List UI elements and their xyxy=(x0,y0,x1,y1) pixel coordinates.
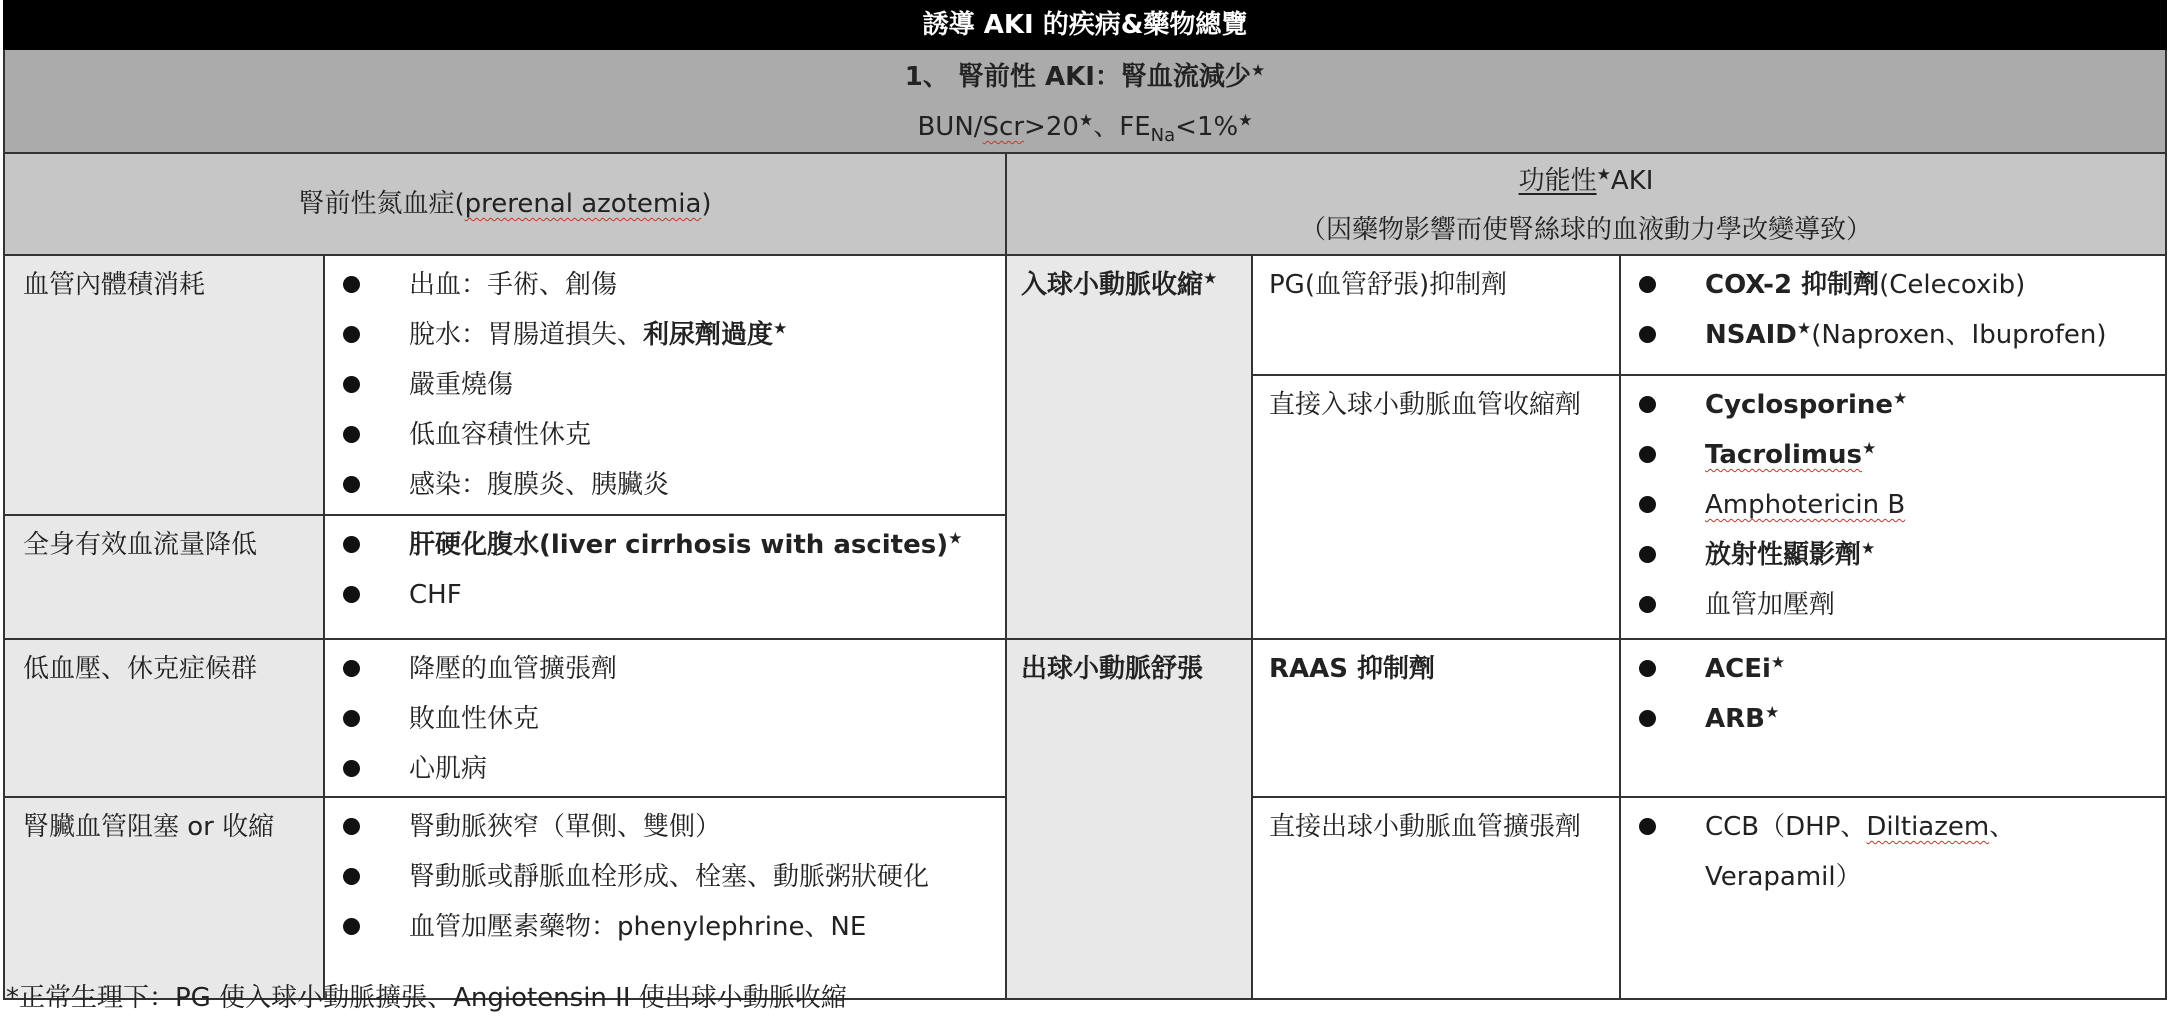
section-criteria: BUN/Scr>20★、$FE_{Na}<1\%^★$ xyxy=(917,110,1253,147)
bullet-list xyxy=(325,798,1005,952)
bullet-icon xyxy=(343,276,360,293)
aki-overview-table xyxy=(3,0,2165,1000)
list-item: 肝硬化腹水(liver cirrhosis with ascites)★ xyxy=(325,520,1005,570)
bullet-icon xyxy=(1639,818,1656,835)
mechanism-cell: 出球小動脈舒張 xyxy=(1006,639,1252,999)
bullet-icon xyxy=(343,760,360,777)
category-cell: 腎臟血管阻塞 or 收縮 xyxy=(4,797,324,999)
list-item: 血管加壓劑 xyxy=(1621,580,2165,630)
bullet-list xyxy=(325,516,1005,620)
drug-class-cell: RAAS 抑制劑 xyxy=(1252,639,1620,797)
drug-class-cell: PG(血管舒張)抑制劑 xyxy=(1252,255,1620,375)
condition-cell xyxy=(324,797,1006,999)
list-item: CCB（DHP、Diltiazem、 xyxy=(1621,802,2165,852)
drug-list-cell xyxy=(1620,375,2166,639)
bullet-icon xyxy=(1639,276,1656,293)
list-item: 心肌病 xyxy=(325,744,1005,794)
list-item: Tacrolimus★ xyxy=(1621,430,2165,480)
list-item: ARB★ xyxy=(1621,694,2165,744)
drug-list-cell xyxy=(1620,797,2166,999)
bullet-list xyxy=(1621,798,2165,902)
list-item: 腎動脈狹窄（單側、雙側） xyxy=(325,802,1005,852)
condition-cell xyxy=(324,639,1006,797)
bullet-icon xyxy=(1639,496,1656,513)
list-item: NSAID★(Naproxen、Ibuprofen) xyxy=(1621,310,2165,360)
bullet-icon xyxy=(343,818,360,835)
list-item: COX-2 抑制劑(Celecoxib) xyxy=(1621,260,2165,310)
section-title: 1、 腎前性 AKI：腎血流減少 xyxy=(904,62,1251,92)
bullet-icon xyxy=(343,536,360,553)
bullet-icon xyxy=(1639,546,1656,563)
bullet-icon xyxy=(343,476,360,493)
list-item: Verapamil） xyxy=(1705,862,1862,892)
drug-list-cell xyxy=(1620,255,2166,375)
bullet-icon xyxy=(343,868,360,885)
bullet-list xyxy=(325,640,1005,794)
bullet-icon xyxy=(1639,446,1656,463)
bullet-list xyxy=(1621,256,2165,360)
drug-list-cell xyxy=(1620,639,2166,797)
condition-cell xyxy=(324,515,1006,639)
footnote: *正常生理下：PG 使入球小動脈擴張、Angiotensin II 使出球小動脈收縮 xyxy=(6,983,847,1013)
list-item: ACEi★ xyxy=(1621,644,2165,694)
drug-class-cell: 直接出球小動脈血管擴張劑 xyxy=(1252,797,1620,999)
list-item: 出血：手術、創傷 xyxy=(325,260,1005,310)
functional-aki-header: 功能性★AKI （因藥物影響而使腎絲球的血液動力學改變導致） xyxy=(1006,153,2166,255)
bullet-icon xyxy=(343,376,360,393)
bullet-list xyxy=(1621,376,2165,630)
list-item: 放射性顯影劑★ xyxy=(1621,530,2165,580)
category-cell: 低血壓、休克症候群 xyxy=(4,639,324,797)
list-item: CHF xyxy=(325,570,1005,620)
list-item: Amphotericin B xyxy=(1621,480,2165,530)
bullet-icon xyxy=(343,586,360,603)
list-item: 脫水：胃腸道損失、利尿劑過度★ xyxy=(325,310,1005,360)
prerenal-azotemia-header: 腎前性氮血症(prerenal azotemia) xyxy=(4,153,1006,255)
list-item: 低血容積性休克 xyxy=(325,410,1005,460)
condition-cell xyxy=(324,255,1006,515)
bullet-icon xyxy=(343,660,360,677)
bullet-icon xyxy=(343,326,360,343)
star-mark: ★ xyxy=(1250,60,1266,80)
list-item: 腎動脈或靜脈血栓形成、栓塞、動脈粥狀硬化 xyxy=(325,852,1005,902)
bullet-list xyxy=(325,256,1005,510)
bullet-icon xyxy=(1639,710,1656,727)
bullet-icon xyxy=(343,426,360,443)
list-item: 嚴重燒傷 xyxy=(325,360,1005,410)
bullet-icon xyxy=(343,710,360,727)
bullet-list xyxy=(1621,640,2165,744)
drug-class-cell: 直接入球小動脈血管收縮劑 xyxy=(1252,375,1620,639)
list-item: 敗血性休克 xyxy=(325,694,1005,744)
bullet-icon xyxy=(1639,660,1656,677)
bullet-icon xyxy=(1639,396,1656,413)
list-item: Cyclosporine★ xyxy=(1621,380,2165,430)
table-title: 誘導 AKI 的疾病&藥物總覽 xyxy=(4,1,2166,49)
list-item: 血管加壓素藥物：phenylephrine、NE xyxy=(325,902,1005,952)
mechanism-cell: 入球小動脈收縮★ xyxy=(1006,255,1252,639)
category-cell: 全身有效血流量降低 xyxy=(4,515,324,639)
section-header xyxy=(4,49,2166,153)
bullet-icon xyxy=(1639,326,1656,343)
list-item: 感染：腹膜炎、胰臟炎 xyxy=(325,460,1005,510)
bullet-icon xyxy=(1639,596,1656,613)
bullet-icon xyxy=(343,918,360,935)
list-item: 降壓的血管擴張劑 xyxy=(325,644,1005,694)
category-cell: 血管內體積消耗 xyxy=(4,255,324,515)
